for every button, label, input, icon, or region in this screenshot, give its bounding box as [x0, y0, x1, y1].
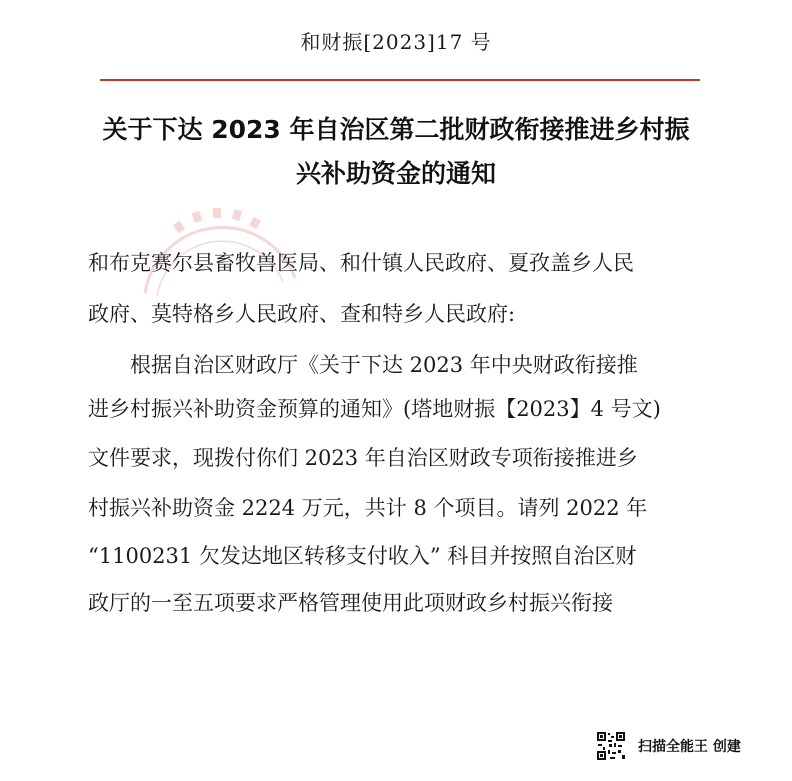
qr-code-icon — [596, 731, 626, 761]
body-line-7: “1100231 欠发达地区转移支付收入” 科目并按照自治区财 — [88, 544, 637, 568]
document-title — [60, 108, 732, 196]
body-line-1: 和布克赛尔县畜牧兽医局、和什镇人民政府、夏孜盖乡人民 — [88, 251, 634, 275]
body-line-5: 文件要求，现拨付你们 2023 年自治区财政专项衔接推进乡 — [88, 446, 638, 470]
body-line-2: 政府、莫特格乡人民政府、查和特乡人民政府: — [88, 302, 516, 326]
body-line-3: 根据自治区财政厅《关于下达 2023 年中央财政衔接推 — [130, 353, 638, 377]
title-line-1: 关于下达 2023 年自治区第二批财政衔接推进乡村振 — [102, 115, 690, 144]
title-line-2: 兴补助资金的通知 — [295, 159, 496, 188]
red-header-rule — [100, 79, 700, 81]
scanner-app-label: 扫描全能王 创建 — [638, 739, 741, 755]
body-line-4: 进乡村振兴补助资金预算的通知》(塔地财振【2023】4 号文) — [88, 397, 661, 421]
body-line-6: 村振兴补助资金 2224 万元，共计 8 个项目。请列 2022 年 — [88, 496, 648, 520]
body-line-8: 政厅的一至五项要求严格管理使用此项财政乡村振兴衔接 — [88, 591, 613, 615]
document-number: 和财振[2023]17 号 — [300, 30, 492, 54]
